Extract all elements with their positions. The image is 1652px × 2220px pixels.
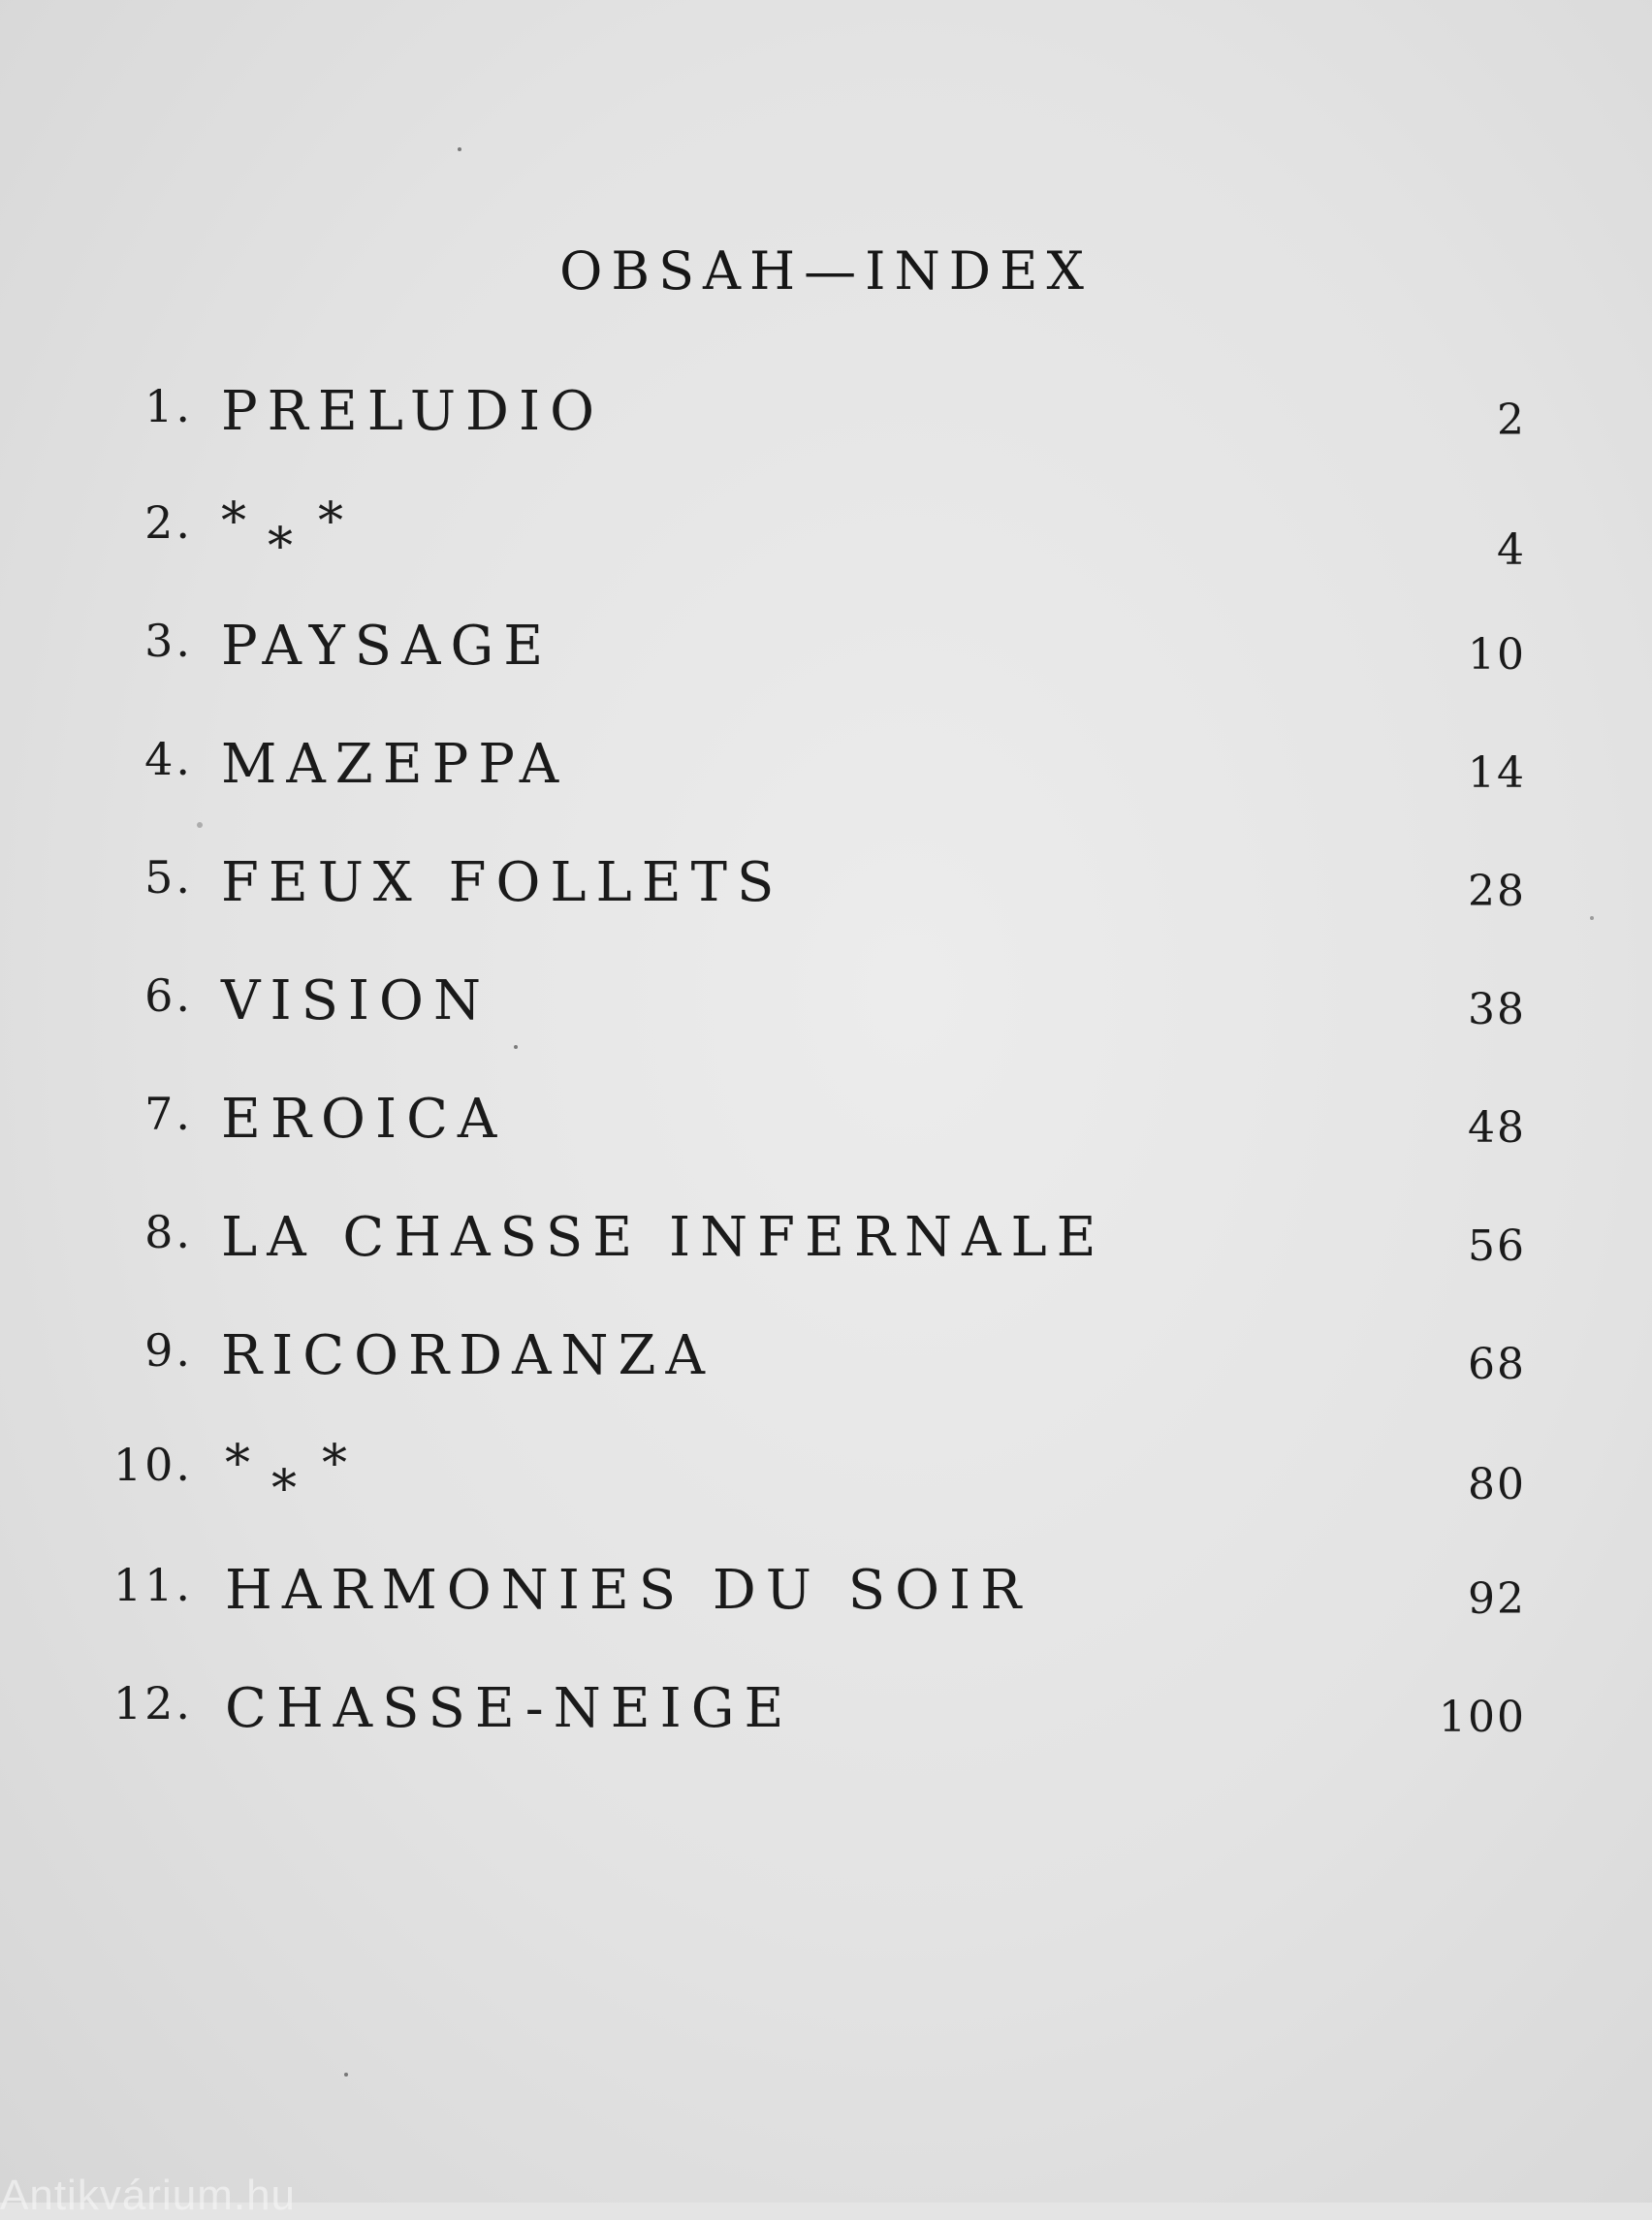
entry-page: 38 bbox=[1468, 985, 1526, 1034]
entry-title: PRELUDIO bbox=[221, 380, 604, 443]
toc-entry bbox=[0, 1324, 1652, 1421]
entry-page: 68 bbox=[1468, 1340, 1526, 1389]
entry-page: 2 bbox=[1497, 396, 1526, 445]
toc-entry bbox=[0, 1435, 1652, 1536]
entry-title: PAYSAGE bbox=[221, 615, 554, 678]
entry-number: 8. bbox=[144, 1206, 193, 1258]
toc-entry bbox=[0, 851, 1652, 948]
entry-title: RICORDANZA bbox=[221, 1324, 715, 1387]
entry-number: 11. bbox=[112, 1559, 193, 1611]
toc-entry bbox=[0, 1559, 1652, 1656]
entry-title: FEUX FOLLETS bbox=[221, 851, 784, 914]
entry-number: 5. bbox=[144, 851, 193, 904]
entry-page: 28 bbox=[1468, 867, 1526, 916]
paper-speck bbox=[197, 822, 203, 828]
entry-page: 80 bbox=[1468, 1460, 1526, 1509]
toc-entry bbox=[0, 1206, 1652, 1303]
entry-page: 14 bbox=[1468, 748, 1526, 798]
paper-speck bbox=[344, 2073, 348, 2077]
entry-number: 4. bbox=[144, 733, 193, 785]
watermark-text: Antikvárium.hu bbox=[0, 2172, 297, 2219]
entry-number: 1. bbox=[144, 380, 193, 432]
entry-number: 3. bbox=[144, 615, 193, 667]
entry-title: EROICA bbox=[221, 1088, 507, 1151]
entry-page: 10 bbox=[1468, 630, 1526, 680]
toc-entry bbox=[0, 492, 1652, 593]
entry-page: 48 bbox=[1468, 1103, 1526, 1153]
toc-entry bbox=[0, 380, 1652, 477]
entry-page: 92 bbox=[1468, 1574, 1526, 1624]
entry-title: CHASSE-NEIGE bbox=[225, 1677, 794, 1740]
paper-speck bbox=[458, 147, 461, 151]
entry-number: 2. bbox=[144, 496, 193, 549]
entry-title-asterism bbox=[221, 492, 343, 578]
asterism-icon: * * * bbox=[225, 1435, 347, 1518]
entry-page: 56 bbox=[1468, 1221, 1526, 1271]
entry-number: 10. bbox=[112, 1439, 193, 1491]
page-title: OBSAH—INDEX bbox=[559, 240, 1093, 301]
entry-number: 6. bbox=[144, 969, 193, 1022]
paper-speck bbox=[514, 1045, 518, 1049]
entry-title: LA CHASSE INFERNALE bbox=[221, 1206, 1106, 1269]
entry-number: 9. bbox=[144, 1324, 193, 1377]
entry-title: HARMONIES DU SOIR bbox=[225, 1559, 1032, 1622]
toc-entry bbox=[0, 1088, 1652, 1185]
entry-page: 4 bbox=[1497, 525, 1526, 575]
toc-entry bbox=[0, 615, 1652, 712]
entry-title-asterism bbox=[225, 1435, 347, 1520]
entry-page: 100 bbox=[1439, 1693, 1526, 1742]
entry-title: MAZEPPA bbox=[221, 733, 569, 796]
toc-entry bbox=[0, 969, 1652, 1066]
toc-entry bbox=[0, 1677, 1652, 1774]
entry-number: 7. bbox=[144, 1088, 193, 1140]
entry-number: 12. bbox=[112, 1677, 193, 1729]
entry-title: VISION bbox=[221, 969, 491, 1032]
asterism-icon: * * * bbox=[221, 492, 343, 576]
paper-speck bbox=[1590, 916, 1594, 920]
toc-entry bbox=[0, 733, 1652, 830]
